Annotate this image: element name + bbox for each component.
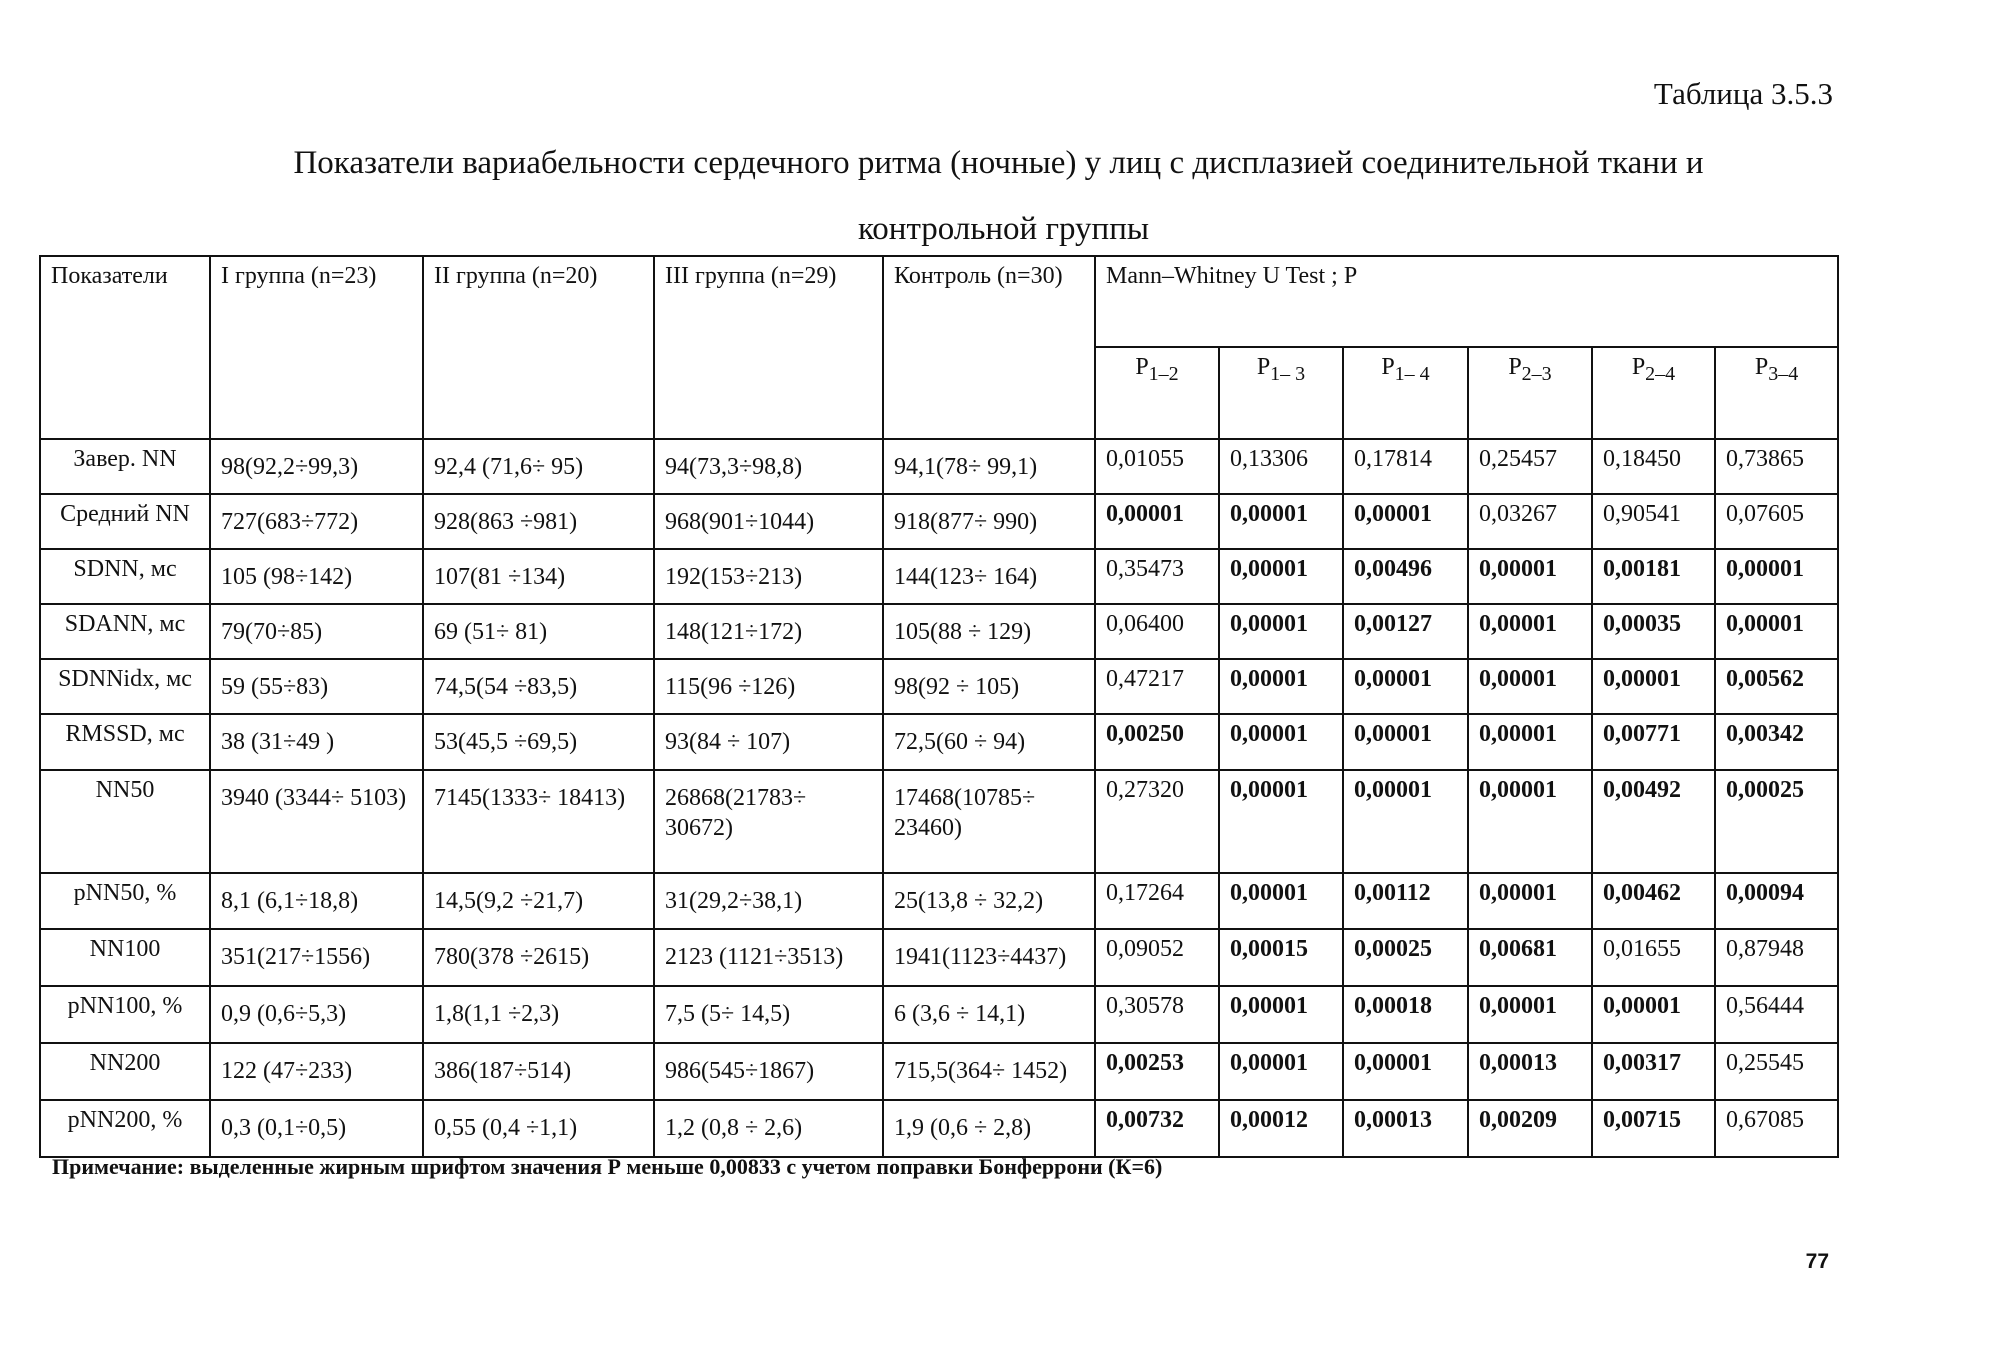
page-number: 77 [1805, 1250, 1829, 1273]
cell-g1: 38 (31÷49 ) [210, 714, 423, 770]
cell-p-value: 0,00013 [1468, 1043, 1592, 1100]
cell-g2: 0,55 (0,4 ÷1,1) [423, 1100, 654, 1157]
row-indicator: Завер. NN [40, 439, 210, 494]
table-row [40, 604, 1838, 659]
cell-p-value: 0,17264 [1095, 873, 1219, 929]
cell-p-value: 0,00001 [1468, 549, 1592, 604]
cell-p-value: 0,00732 [1095, 1100, 1219, 1157]
cell-p-value: 0,00001 [1343, 770, 1468, 873]
cell-p-value: 0,00013 [1343, 1100, 1468, 1157]
title-line-2: контрольной группы [857, 211, 1150, 247]
cell-p-value: 0,00001 [1468, 714, 1592, 770]
cell-p-value: 0,03267 [1468, 494, 1592, 549]
cell-p-value: 0,00001 [1219, 986, 1343, 1043]
header-group2: II группа (n=20) [423, 256, 654, 439]
cell-p-value: 0,06400 [1095, 604, 1219, 659]
cell-p-value: 0,25545 [1715, 1043, 1838, 1100]
cell-g2: 780(378 ÷2615) [423, 929, 654, 986]
cell-p-value: 0,00001 [1343, 659, 1468, 714]
header-row [40, 256, 1838, 347]
cell-g3: 7,5 (5÷ 14,5) [654, 986, 883, 1043]
cell-p-value: 0,13306 [1219, 439, 1343, 494]
cell-p-value: 0,00001 [1343, 714, 1468, 770]
table-row [40, 929, 1838, 986]
cell-p-value: 0,00209 [1468, 1100, 1592, 1157]
cell-ctrl: 715,5(364÷ 1452) [883, 1043, 1095, 1100]
cell-p-value: 0,00012 [1219, 1100, 1343, 1157]
row-indicator: RMSSD, мс [40, 714, 210, 770]
cell-p-value: 0,30578 [1095, 986, 1219, 1043]
table-note: Примечание: выделенные жирным шрифтом значения Р меньше 0,00833 с учетом поправки Бонферрони (К=6) [52, 1154, 1163, 1179]
cell-p-value: 0,35473 [1095, 549, 1219, 604]
cell-p-value: 0,00001 [1468, 659, 1592, 714]
cell-p-value: 0,17814 [1343, 439, 1468, 494]
cell-p-value: 0,00001 [1592, 986, 1715, 1043]
cell-p-value: 0,00715 [1592, 1100, 1715, 1157]
row-indicator: Средний NN [40, 494, 210, 549]
cell-g1: 122 (47÷233) [210, 1043, 423, 1100]
cell-p-value: 0,00001 [1219, 549, 1343, 604]
row-indicator: SDNNidx, мс [40, 659, 210, 714]
cell-ctrl: 1,9 (0,6 ÷ 2,8) [883, 1100, 1095, 1157]
cell-p-value: 0,00562 [1715, 659, 1838, 714]
cell-ctrl: 25(13,8 ÷ 32,2) [883, 873, 1095, 929]
row-indicator: pNN200, % [40, 1100, 210, 1157]
cell-p-value: 0,73865 [1715, 439, 1838, 494]
cell-p-value: 0,00317 [1592, 1043, 1715, 1100]
cell-g2: 928(863 ÷981) [423, 494, 654, 549]
cell-p-value: 0,00001 [1592, 659, 1715, 714]
cell-p-value: 0,00492 [1592, 770, 1715, 873]
cell-g3: 192(153÷213) [654, 549, 883, 604]
cell-g1: 59 (55÷83) [210, 659, 423, 714]
table-row [40, 770, 1838, 873]
cell-g3: 93(84 ÷ 107) [654, 714, 883, 770]
table-row [40, 873, 1838, 929]
cell-ctrl: 918(877÷ 990) [883, 494, 1095, 549]
row-indicator: NN100 [40, 929, 210, 986]
cell-p-value: 0,00035 [1592, 604, 1715, 659]
cell-p-value: 0,00001 [1343, 494, 1468, 549]
cell-p-value: 0,00001 [1468, 873, 1592, 929]
table-row [40, 439, 1838, 494]
cell-p-value: 0,25457 [1468, 439, 1592, 494]
cell-g3: 2123 (1121÷3513) [654, 929, 883, 986]
cell-p-value: 0,01655 [1592, 929, 1715, 986]
cell-p-value: 0,00462 [1592, 873, 1715, 929]
cell-p-value: 0,00001 [1219, 770, 1343, 873]
cell-p-value: 0,00001 [1715, 604, 1838, 659]
cell-p-value: 0,87948 [1715, 929, 1838, 986]
header-p-1-4: $P_{1- 4}$ [1343, 347, 1468, 439]
cell-ctrl: 98(92 ÷ 105) [883, 659, 1095, 714]
table-title [0, 130, 1997, 262]
header-test: Mann–Whitney U Test ; P [1095, 256, 1838, 347]
row-indicator: SDANN, мс [40, 604, 210, 659]
table-row [40, 1043, 1838, 1100]
cell-g2: 69 (51÷ 81) [423, 604, 654, 659]
cell-p-value: 0,07605 [1715, 494, 1838, 549]
cell-p-value: 0,00001 [1468, 986, 1592, 1043]
cell-p-value: 0,00001 [1219, 1043, 1343, 1100]
cell-ctrl: 6 (3,6 ÷ 14,1) [883, 986, 1095, 1043]
cell-p-value: 0,00681 [1468, 929, 1592, 986]
cell-p-value: 0,00112 [1343, 873, 1468, 929]
cell-p-value: 0,00496 [1343, 549, 1468, 604]
cell-p-value: 0,00001 [1343, 1043, 1468, 1100]
row-indicator: SDNN, мс [40, 549, 210, 604]
row-indicator: NN50 [40, 770, 210, 873]
cell-g2: 14,5(9,2 ÷21,7) [423, 873, 654, 929]
cell-p-value: 0,00250 [1095, 714, 1219, 770]
cell-g2: 74,5(54 ÷83,5) [423, 659, 654, 714]
cell-p-value: 0,00025 [1715, 770, 1838, 873]
cell-p-value: 0,00018 [1343, 986, 1468, 1043]
cell-p-value: 0,01055 [1095, 439, 1219, 494]
table-row [40, 986, 1838, 1043]
title-line-1: Показатели вариабельности сердечного ритма (ночные) у лиц с дисплазией соединительной ткани и [293, 145, 1704, 181]
cell-g1: 8,1 (6,1÷18,8) [210, 873, 423, 929]
header-group1: I группа (n=23) [210, 256, 423, 439]
cell-ctrl: 1941(1123÷4437) [883, 929, 1095, 986]
cell-ctrl: 144(123÷ 164) [883, 549, 1095, 604]
cell-ctrl: 105(88 ÷ 129) [883, 604, 1095, 659]
cell-p-value: 0,00342 [1715, 714, 1838, 770]
cell-p-value: 0,00771 [1592, 714, 1715, 770]
table-row [40, 494, 1838, 549]
cell-p-value: 0,00001 [1219, 873, 1343, 929]
cell-g2: 53(45,5 ÷69,5) [423, 714, 654, 770]
cell-g3: 1,2 (0,8 ÷ 2,6) [654, 1100, 883, 1157]
table-row [40, 1100, 1838, 1157]
cell-ctrl: 17468(10785÷ 23460) [883, 770, 1095, 873]
cell-p-value: 0,00253 [1095, 1043, 1219, 1100]
cell-g2: 7145(1333÷ 18413) [423, 770, 654, 873]
cell-p-value: 0,09052 [1095, 929, 1219, 986]
cell-ctrl: 94,1(78÷ 99,1) [883, 439, 1095, 494]
hrv-table [39, 255, 1839, 1158]
cell-p-value: 0,56444 [1715, 986, 1838, 1043]
cell-p-value: 0,00001 [1219, 659, 1343, 714]
header-p-2-4: $P_{2-4}$ [1592, 347, 1715, 439]
cell-g1: 98(92,2÷99,3) [210, 439, 423, 494]
header-p-3-4: $P_{3-4}$ [1715, 347, 1838, 439]
cell-g2: 107(81 ÷134) [423, 549, 654, 604]
table-row [40, 659, 1838, 714]
cell-g3: 148(121÷172) [654, 604, 883, 659]
cell-ctrl: 72,5(60 ÷ 94) [883, 714, 1095, 770]
cell-g1: 79(70÷85) [210, 604, 423, 659]
cell-p-value: 0,00001 [1219, 714, 1343, 770]
cell-p-value: 0,67085 [1715, 1100, 1838, 1157]
header-indicator: Показатели [40, 256, 210, 439]
cell-p-value: 0,00127 [1343, 604, 1468, 659]
cell-g1: 351(217÷1556) [210, 929, 423, 986]
cell-g1: 727(683÷772) [210, 494, 423, 549]
cell-g3: 31(29,2÷38,1) [654, 873, 883, 929]
header-group3: III группа (n=29) [654, 256, 883, 439]
cell-p-value: 0,00015 [1219, 929, 1343, 986]
cell-p-value: 0,18450 [1592, 439, 1715, 494]
cell-p-value: 0,00001 [1468, 604, 1592, 659]
cell-g1: 105 (98÷142) [210, 549, 423, 604]
cell-g1: 0,3 (0,1÷0,5) [210, 1100, 423, 1157]
cell-p-value: 0,00001 [1468, 770, 1592, 873]
cell-p-value: 0,00001 [1095, 494, 1219, 549]
cell-p-value: 0,90541 [1592, 494, 1715, 549]
cell-p-value: 0,00181 [1592, 549, 1715, 604]
table-row [40, 549, 1838, 604]
cell-g2: 1,8(1,1 ÷2,3) [423, 986, 654, 1043]
cell-g2: 92,4 (71,6÷ 95) [423, 439, 654, 494]
row-indicator: pNN100, % [40, 986, 210, 1043]
cell-g3: 94(73,3÷98,8) [654, 439, 883, 494]
row-indicator: pNN50, % [40, 873, 210, 929]
cell-p-value: 0,00094 [1715, 873, 1838, 929]
row-indicator: NN200 [40, 1043, 210, 1100]
cell-g1: 0,9 (0,6÷5,3) [210, 986, 423, 1043]
cell-p-value: 0,00025 [1343, 929, 1468, 986]
header-p-1-3: $P_{1- 3}$ [1219, 347, 1343, 439]
cell-p-value: 0,00001 [1219, 494, 1343, 549]
cell-p-value: 0,00001 [1715, 549, 1838, 604]
header-control: Контроль (n=30) [883, 256, 1095, 439]
cell-p-value: 0,27320 [1095, 770, 1219, 873]
cell-g3: 986(545÷1867) [654, 1043, 883, 1100]
cell-p-value: 0,47217 [1095, 659, 1219, 714]
cell-g3: 968(901÷1044) [654, 494, 883, 549]
cell-p-value: 0,00001 [1219, 604, 1343, 659]
cell-g1: 3940 (3344÷ 5103) [210, 770, 423, 873]
cell-g2: 386(187÷514) [423, 1043, 654, 1100]
header-p-1-2: $P_{1-2}$ [1095, 347, 1219, 439]
cell-g3: 115(96 ÷126) [654, 659, 883, 714]
cell-g3: 26868(21783÷ 30672) [654, 770, 883, 873]
table-row [40, 714, 1838, 770]
header-p-2-3: $P_{2-3}$ [1468, 347, 1592, 439]
table-label: Таблица 3.5.3 [1653, 76, 1833, 111]
